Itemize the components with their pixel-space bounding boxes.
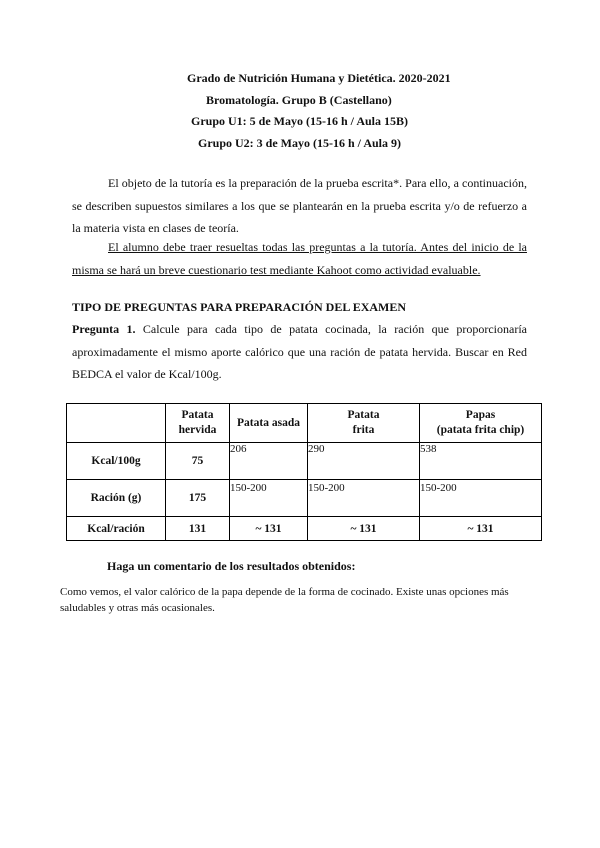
intro-paragraph: El objeto de la tutoría es la preparación de la prueba escrita*. Para ello, a continuación, se describen supuestos similares a los que se plantearán en la prueba escrita y/o de refuerzo a la materia vista en clases de teoría.: [72, 176, 527, 235]
question-1: [72, 318, 527, 386]
table-header-row: [67, 404, 542, 443]
cell-kcalracion-hervida: 131: [166, 517, 230, 541]
document-header: [0, 68, 600, 154]
table-row: [67, 443, 542, 480]
cell-kcalracion-frita: ~ 131: [308, 517, 420, 541]
cell-kcal-chip: 538: [420, 443, 542, 480]
course-title: Grado de Nutrición Humana y Dietética. 2020-2021: [187, 71, 451, 85]
cell-kcal-frita: 290: [308, 443, 420, 480]
row-label-kcal-racion: Kcal/ración: [67, 517, 166, 541]
group-u2-schedule: Grupo U2: 3 de Mayo (15-16 h / Aula 9): [198, 135, 402, 150]
comment-answer: Como vemos, el valor calórico de la papa depende de la forma de cocinado. Existe unas opciones más saludables y otras más ocasionales.: [60, 586, 509, 614]
row-label-racion: Ración (g): [67, 480, 166, 517]
header-patata-frita: Patata frita: [308, 404, 420, 443]
comment-title: Haga un comentario de los resultados obtenidos:: [107, 559, 356, 573]
cell-racion-asada: 150-200: [230, 480, 308, 517]
row-label-kcal100g: Kcal/100g: [67, 443, 166, 480]
question-text: Calcule para cada tipo de patata cocinada, la ración que proporcionaría aproximadamente el mismo aporte calórico que una ración de patata hervida. Buscar en Red BEDCA el valor de Kcal/100g.: [72, 322, 528, 381]
question-label: Pregunta 1.: [72, 322, 136, 336]
calorie-table: [66, 403, 542, 541]
cell-racion-chip: 150-200: [420, 480, 542, 517]
table-row: [67, 517, 542, 541]
header-patata-hervida: Patata hervida: [166, 404, 230, 443]
cell-kcal-asada: 206: [230, 443, 308, 480]
table-row: [67, 480, 542, 517]
header-papas: Papas (patata frita chip): [420, 404, 542, 443]
cell-racion-hervida: 175: [166, 480, 230, 517]
instructions-paragraph: El alumno debe traer resueltas todas las preguntas a la tutoría. Antes del inicio de la misma se hará un breve cuestionario test mediante Kahoot como actividad evaluable.: [72, 240, 527, 277]
cell-kcalracion-chip: ~ 131: [420, 517, 542, 541]
subject-title: Bromatología. Grupo B (Castellano): [206, 92, 392, 107]
section-title: TIPO DE PREGUNTAS PARA PREPARACIÓN DEL EXAMEN: [72, 300, 407, 314]
header-empty-cell: [67, 404, 166, 443]
cell-kcalracion-asada: ~ 131: [230, 517, 308, 541]
header-patata-asada: Patata asada: [230, 404, 308, 443]
cell-kcal-hervida: 75: [166, 443, 230, 480]
group-u1-schedule: Grupo U1: 5 de Mayo (15-16 h / Aula 15B): [191, 114, 409, 128]
cell-racion-frita: 150-200: [308, 480, 420, 517]
